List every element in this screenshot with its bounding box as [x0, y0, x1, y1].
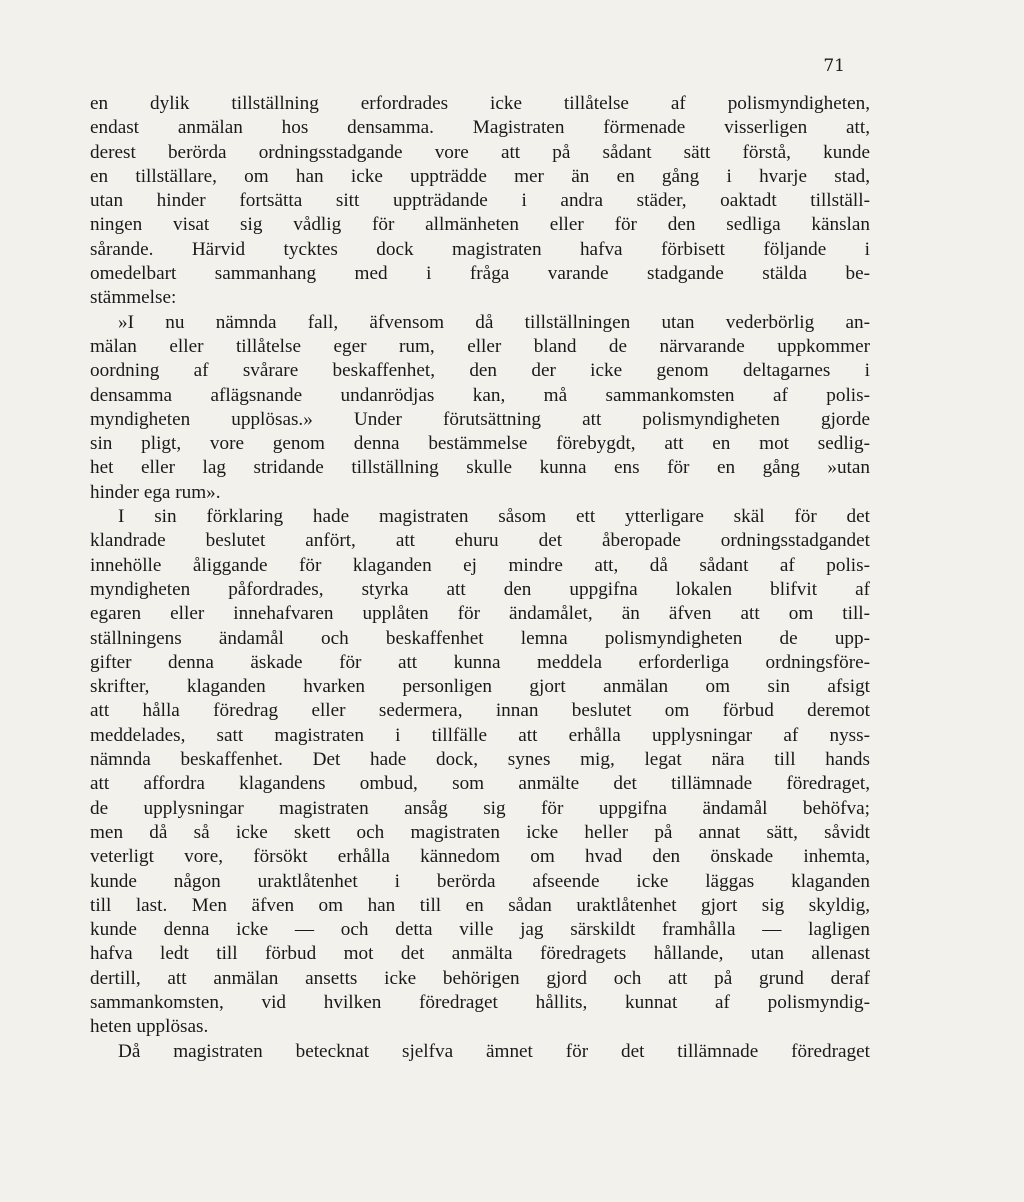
text-line: nämnda beskaffenhet. Det hade dock, synes mig, legat nära till hands — [90, 749, 870, 771]
text-line: sin pligt, vore genom denna bestämmelse förebygdt, att en mot sedlig- — [90, 433, 870, 455]
text-line: stämmelse: — [90, 287, 177, 309]
text-line: myndigheten påfordrades, styrka att den uppgifna lokalen blifvit af — [90, 578, 870, 600]
text-line: en tillställare, om han icke uppträdde mer än en gång i hvarje stad, — [90, 165, 870, 187]
text-line: derest berörda ordningsstadgande vore att på sådant sätt förstå, kunde — [90, 141, 870, 163]
text-line: kunde denna icke — och detta ville jag särskildt framhålla — lagligen — [90, 919, 870, 941]
text-line: »I nu nämnda fall, äfvensom då tillställningen utan vederbörlig an- — [118, 311, 870, 333]
text-line: het eller lag stridande tillställning skulle kunna ens för en gång »utan — [90, 457, 870, 479]
text-line: densamma aflägsnande undanrödjas kan, må sammankomsten af polis- — [90, 384, 870, 406]
text-line: veterligt vore, försökt erhålla kännedom om hvad den önskade inhemta, — [90, 846, 870, 868]
text-line: myndigheten upplösas.» Under förutsättning att polismyndigheten gjorde — [90, 408, 870, 430]
text-line: ställningens ändamål och beskaffenhet lemna polismyndigheten de upp- — [90, 627, 870, 649]
text-line: utan hinder fortsätta sitt uppträdande i andra städer, oaktadt tillställ- — [90, 190, 870, 212]
text-line: sammankomsten, vid hvilken föredraget hållits, kunnat af polismyndig- — [90, 991, 870, 1013]
text-line: oordning af svårare beskaffenhet, den der icke genom deltagarnes i — [90, 360, 870, 382]
text-line: gifter denna äskade för att kunna meddela erforderliga ordningsföre- — [90, 651, 870, 673]
text-line: att affordra klagandens ombud, som anmälte det tillämnade föredraget, — [90, 773, 870, 795]
text-line: meddelades, satt magistraten i tillfälle att erhålla upplysningar af nyss- — [90, 724, 870, 746]
text-line: att hålla föredrag eller sedermera, innan beslutet om förbud deremot — [90, 700, 870, 722]
text-line: Då magistraten betecknat sjelfva ämnet för det tillämnade föredraget — [118, 1040, 870, 1062]
text-line: kunde någon uraktlåtenhet i berörda afseende icke läggas klaganden — [90, 870, 870, 892]
text-line: endast anmälan hos densamma. Magistraten förmenade visserligen att, — [90, 117, 870, 139]
text-line: klandrade beslutet anfört, att ehuru det åberopade ordningsstadgandet — [90, 530, 870, 552]
text-line: skrifter, klaganden hvarken personligen gjort anmälan om sin afsigt — [90, 676, 870, 698]
text-line: heten upplösas. — [90, 1016, 209, 1038]
text-line: innehölle åliggande för klaganden ej mindre att, då sådant af polis- — [90, 554, 870, 576]
text-line: men då så icke skett och magistraten icke heller på annat sätt, såvidt — [90, 821, 870, 843]
text-line: de upplysningar magistraten ansåg sig för uppgifna ändamål behöfva; — [90, 797, 870, 819]
text-line: hafva ledt till förbud mot det anmälta föredragets hållande, utan allenast — [90, 943, 870, 965]
text-line: egaren eller innehafvaren upplåten för ändamålet, än äfven att om till- — [90, 603, 870, 625]
text-line: till last. Men äfven om han till en sådan uraktlåtenhet gjort sig skyldig, — [90, 894, 870, 916]
text-line: omedelbart sammanhang med i fråga varande stadgande stälda be- — [90, 263, 870, 285]
text-line: hinder ega rum». — [90, 481, 221, 503]
page-number: 71 — [823, 56, 845, 76]
text-line: I sin förklaring hade magistraten såsom ett ytterligare skäl för det — [118, 506, 870, 528]
text-line: sårande. Härvid tycktes dock magistraten hafva förbisett följande i — [90, 238, 870, 260]
text-line: ningen visat sig vådlig för allmänheten eller för den sedliga känslan — [90, 214, 870, 236]
text-line: mälan eller tillåtelse eger rum, eller bland de närvarande uppkommer — [90, 335, 870, 357]
text-line: en dylik tillställning erfordrades icke tillåtelse af polismyndigheten, — [90, 93, 870, 114]
text-line: dertill, att anmälan ansetts icke behörigen gjord och att på grund deraf — [90, 967, 870, 989]
body-text — [90, 92, 870, 1064]
